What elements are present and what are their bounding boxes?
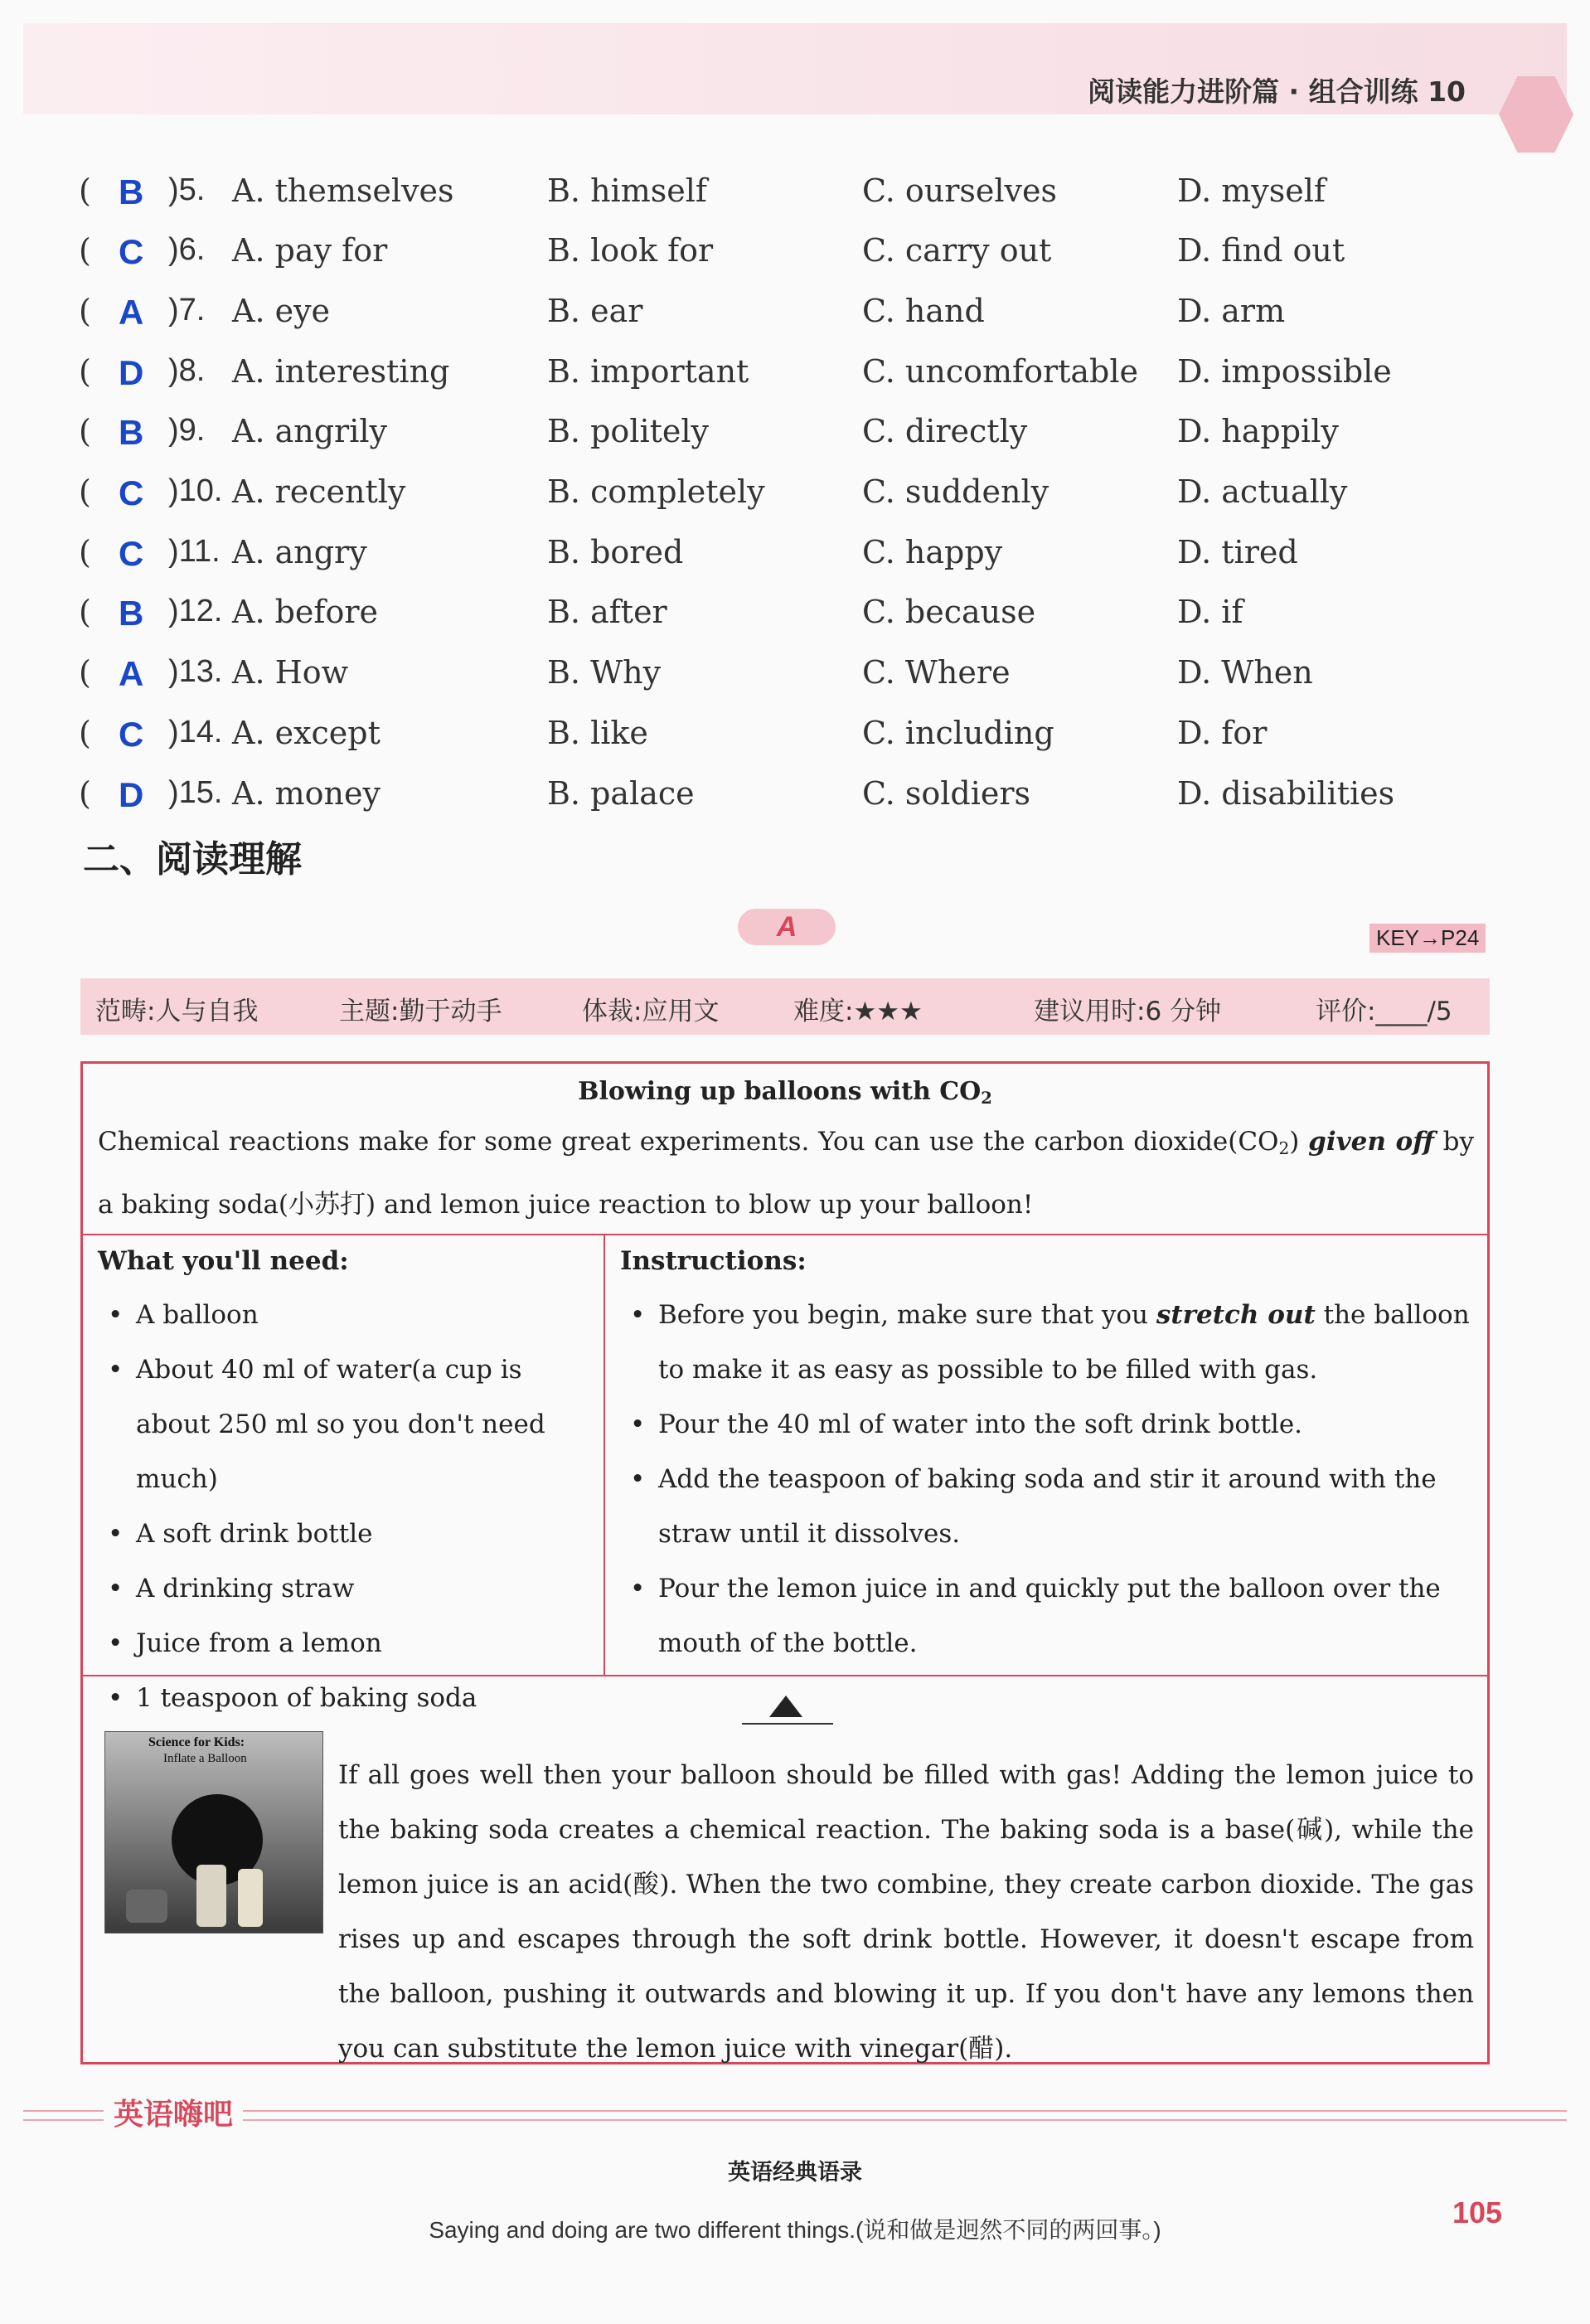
option-b: B. completely	[547, 473, 765, 510]
question-row	[79, 166, 1538, 226]
instruction-item: • Before you begin, make sure that you stretch out the balloon to make it as easy as possible to be filled with gas.	[620, 1288, 1474, 1397]
question-paren: (	[79, 534, 91, 570]
question-paren: (	[79, 413, 91, 449]
option-c: C. hand	[862, 293, 985, 329]
footer-divider	[23, 2119, 1567, 2121]
question-answer: A	[119, 654, 144, 693]
question-number: )9.	[168, 413, 206, 448]
divider	[742, 1723, 833, 1725]
option-a: A. before	[232, 594, 379, 630]
option-d: D. disabilities	[1177, 775, 1395, 812]
question-paren: (	[79, 654, 91, 691]
option-a: A. pay for	[232, 232, 388, 269]
question-number: )8.	[168, 353, 206, 388]
option-c: C. uncomfortable	[862, 353, 1139, 390]
option-c: C. happy	[862, 534, 1003, 570]
option-d: D. happily	[1177, 413, 1339, 449]
info-bar	[80, 978, 1490, 1035]
option-b: B. himself	[547, 172, 707, 209]
option-c: C. including	[862, 715, 1054, 751]
question-paren: (	[79, 353, 91, 390]
need-item: • About 40 ml of water(a cup is about 250 ml so you don't need much)	[98, 1342, 595, 1506]
triangle-icon	[769, 1696, 802, 1717]
info-score: 评价:____/5	[1316, 997, 1452, 1026]
quote-title: 英语经典语录	[728, 2160, 862, 2186]
need-item: • Juice from a lemon	[98, 1616, 595, 1671]
option-b: B. ear	[547, 293, 643, 329]
question-answer: C	[119, 232, 144, 271]
question-answer: B	[119, 413, 144, 452]
instruction-item: • Pour the 40 ml of water into the soft drink bottle.	[620, 1397, 1474, 1452]
question-number: )15.	[168, 775, 223, 810]
question-answer: C	[119, 534, 144, 573]
question-number: )11.	[168, 534, 221, 569]
question-number: )13.	[168, 654, 223, 689]
option-a: A. recently	[232, 473, 406, 510]
option-a: A. interesting	[232, 353, 450, 390]
question-paren: (	[79, 473, 91, 510]
option-b: B. after	[547, 594, 667, 630]
option-b: B. palace	[547, 775, 695, 812]
need-item: • A drinking straw	[98, 1561, 595, 1616]
passage-closing: If all goes well then your balloon should be filled with gas! Adding the lemon juice to the baking soda creates a chemical reaction. The baking soda is a base(碱), while the lemon juice is an acid(酸). When the two combine, they create carbon dioxide. The gas rises up and escapes through the soft drink bottle. However, it doesn't escape from the balloon, pushing it outwards and blowing it up. If you don't have any lemons then you can substitute the lemon juice with vinegar(醋).	[338, 1760, 1474, 2064]
answer-key-reference: KEY→P24	[1369, 924, 1486, 953]
passage-box	[80, 1061, 1490, 2064]
question-answer: C	[119, 715, 144, 754]
divider	[83, 1675, 1487, 1676]
info-difficulty: 难度:★★★	[793, 997, 923, 1026]
question-row	[79, 226, 1538, 285]
need-item: • A balloon	[98, 1288, 595, 1342]
option-d: D. tired	[1177, 534, 1298, 570]
question-paren: (	[79, 715, 91, 751]
question-row	[79, 587, 1538, 647]
instruction-item: • Pour the lemon juice in and quickly put the balloon over the mouth of the bottle.	[620, 1561, 1474, 1671]
question-answer: D	[119, 775, 144, 814]
question-paren: (	[79, 232, 91, 269]
divider	[83, 1234, 1487, 1235]
option-d: D. actually	[1177, 473, 1348, 510]
option-d: D. if	[1177, 594, 1243, 630]
question-row	[79, 527, 1538, 587]
option-c: C. because	[862, 594, 1036, 630]
question-paren: (	[79, 293, 91, 329]
photo-caption-title: Science for Kids:	[148, 1735, 245, 1749]
instruction-item: • Add the teaspoon of baking soda and stir it around with the straw until it dissolves.	[620, 1452, 1474, 1561]
question-row	[79, 648, 1538, 707]
option-a: A. eye	[232, 293, 331, 329]
option-d: D. arm	[1177, 293, 1286, 329]
instructions-heading: Instructions:	[620, 1246, 807, 1276]
option-c: C. Where	[862, 654, 1011, 691]
question-paren: (	[79, 172, 91, 209]
question-row	[79, 467, 1538, 526]
question-number: )7.	[168, 293, 206, 327]
option-b: B. politely	[547, 413, 709, 449]
option-a: A. except	[232, 715, 381, 751]
footer-divider	[23, 2110, 1567, 2112]
question-row	[79, 286, 1538, 346]
option-d: D. for	[1177, 715, 1268, 751]
question-number: )6.	[168, 232, 206, 267]
question-answer: A	[119, 293, 144, 332]
need-item: • A soft drink bottle	[98, 1506, 595, 1561]
page-header-title: 阅读能力进阶篇 · 组合训练 10	[1088, 75, 1466, 108]
option-c: C. carry out	[862, 232, 1052, 269]
option-b: B. important	[547, 353, 749, 390]
column-divider	[604, 1235, 605, 1675]
footer-brand: 英语嗨吧	[104, 2091, 243, 2133]
question-paren: (	[79, 594, 91, 630]
question-row	[79, 769, 1538, 828]
photo-caption-subtitle: Inflate a Balloon	[163, 1752, 247, 1765]
passage-title: Blowing up balloons with $CO_2$	[578, 1077, 992, 1108]
option-a: A. angrily	[232, 413, 387, 449]
info-category: 范畴:人与自我	[95, 997, 259, 1026]
page-number: 105	[1452, 2195, 1503, 2229]
option-d: D. When	[1177, 654, 1313, 691]
question-answer: B	[119, 172, 144, 211]
option-a: A. money	[232, 775, 381, 812]
option-b: B. Why	[547, 654, 662, 691]
option-b: B. look for	[547, 232, 714, 269]
option-c: C. directly	[862, 413, 1028, 449]
info-theme: 主题:勤于动手	[339, 997, 502, 1026]
option-c: C. suddenly	[862, 473, 1049, 510]
option-c: C. ourselves	[862, 172, 1057, 209]
question-number: )12.	[168, 594, 223, 628]
option-c: C. soldiers	[862, 775, 1031, 812]
passage-label-pill: A	[738, 909, 836, 945]
question-answer: D	[119, 353, 144, 392]
question-answer: C	[119, 473, 144, 512]
passage-intro: Chemical reactions make for some great experiments. You can use the carbon $dioxide(CO_2)$ given off by a baking soda(小苏打) and lemon juice reaction to blow up your balloon!	[98, 1127, 1474, 1220]
need-item: • 1 teaspoon of baking soda	[98, 1671, 595, 1725]
option-a: A. How	[232, 654, 349, 691]
option-d: D. myself	[1177, 172, 1326, 209]
quote-text: Saying and doing are two different things.(说和做是迥然不同的两回事。)	[429, 2217, 1161, 2243]
question-number: )5.	[168, 172, 206, 207]
section-title: 二、阅读理解	[83, 838, 302, 881]
question-number: )14.	[168, 715, 223, 750]
instructions-list	[620, 1288, 1474, 1671]
option-b: B. like	[547, 715, 648, 751]
question-paren: (	[79, 775, 91, 812]
option-d: D. impossible	[1177, 353, 1392, 390]
info-time: 建议用时:6 分钟	[1034, 997, 1222, 1026]
question-row	[79, 347, 1538, 406]
need-list	[98, 1288, 595, 1725]
info-genre: 体裁:应用文	[582, 997, 720, 1026]
question-row	[79, 406, 1538, 466]
question-answer: B	[119, 594, 144, 633]
option-d: D. find out	[1177, 232, 1345, 269]
option-b: B. bored	[547, 534, 684, 570]
option-a: A. themselves	[232, 172, 454, 209]
question-row	[79, 708, 1538, 768]
question-number: )10.	[168, 473, 223, 508]
need-heading: What you'll need:	[98, 1246, 349, 1276]
option-a: A. angry	[232, 534, 367, 570]
